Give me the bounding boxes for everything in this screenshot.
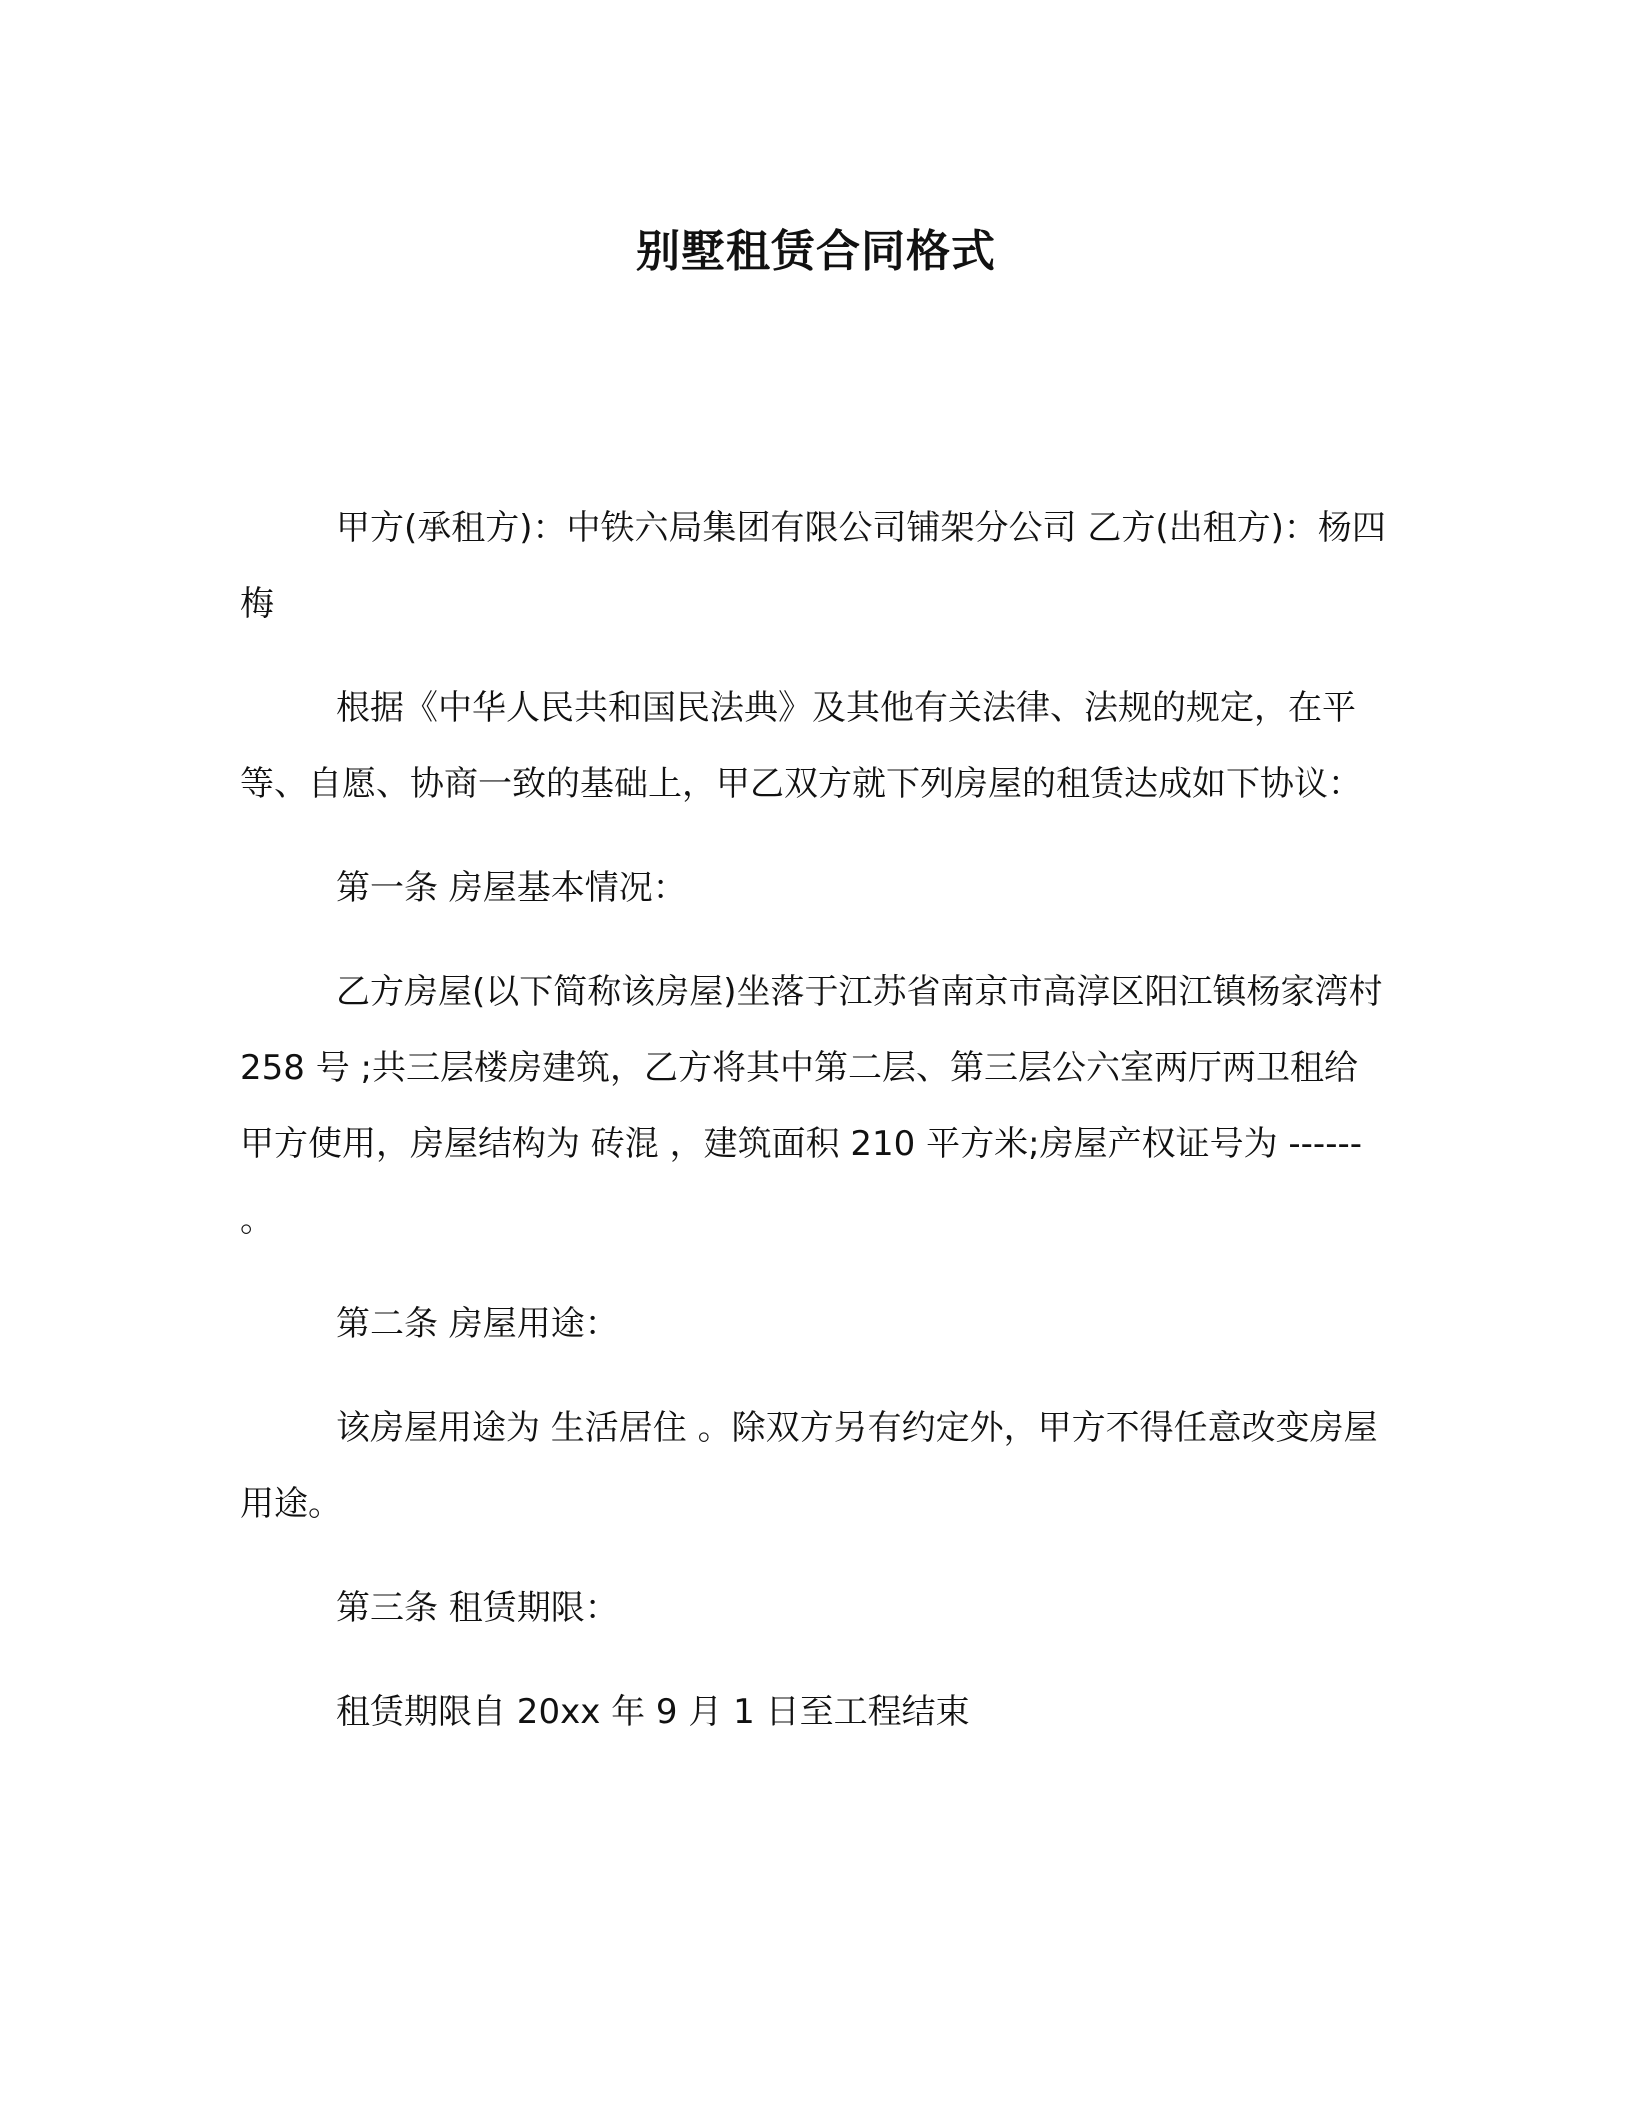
article-2-heading: 第二条 房屋用途：: [336, 1304, 619, 1344]
document-title: 别墅租赁合同格式: [636, 226, 996, 277]
article-3-content: 租赁期限自 20xx 年 9 月 1 日至工程结束: [336, 1692, 970, 1732]
preamble-paragraph: 根据《中华人民共和国民法典》及其他有关法律、法规的规定，在平等、自愿、协商一致的基础上，甲乙双方就下列房屋的租赁达成如下协议：: [240, 688, 1362, 804]
parties-paragraph: 甲方(承租方)：中铁六局集团有限公司铺架分公司 乙方(出租方)：杨四梅: [240, 508, 1386, 624]
article-1-heading: 第一条 房屋基本情况：: [336, 868, 687, 908]
document-body: [240, 490, 1390, 1750]
article-2-content: 该房屋用途为 生活居住 。除双方另有约定外，甲方不得任意改变房屋用途。: [240, 1408, 1378, 1524]
article-1-content: 乙方房屋(以下简称该房屋)坐落于江苏省南京市高淳区阳江镇杨家湾村 258 号 ;共三层楼房建筑，乙方将其中第二层、第三层公六室两厅两卫租给甲方使用，房屋结构为 砖混 ，建筑面积 210 平方米;房屋产权证号为 ------ 。: [240, 972, 1383, 1240]
article-3-heading: 第三条 租赁期限：: [336, 1588, 619, 1628]
